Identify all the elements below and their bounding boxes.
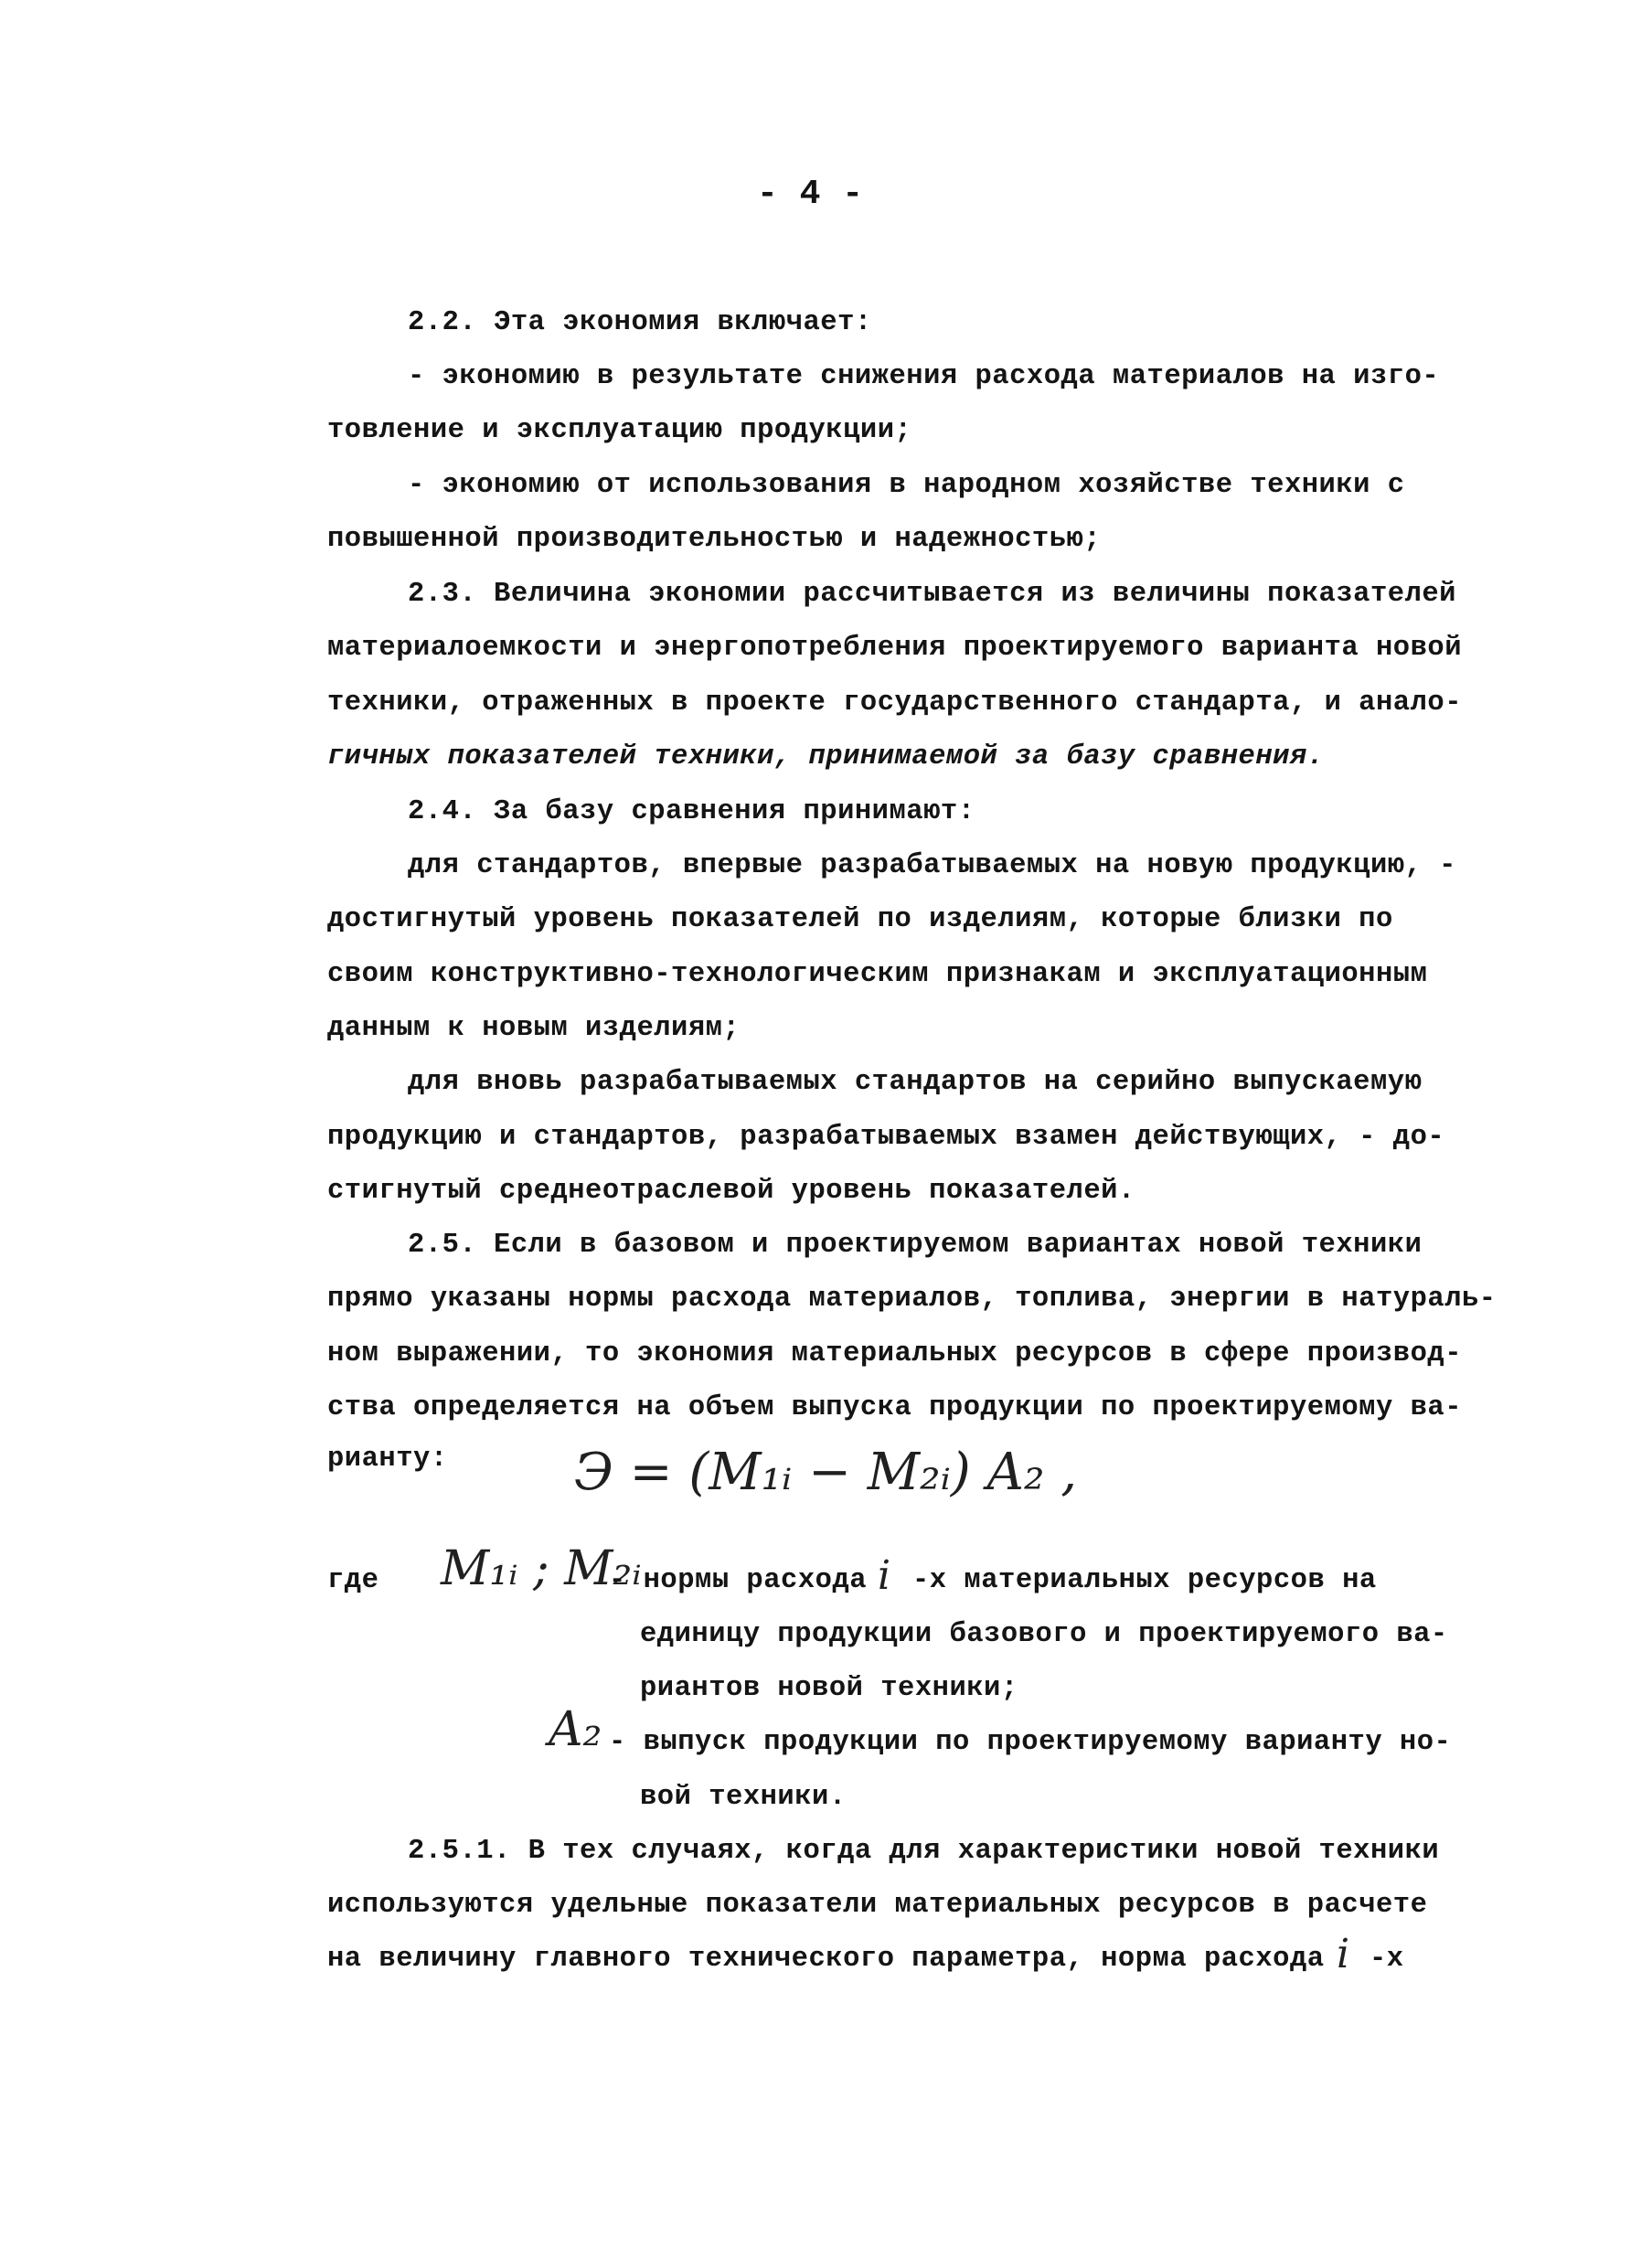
s24-p2-line3: стигнутый среднеотраслевой уровень показателей. (327, 1176, 1135, 1207)
where-label: где (327, 1565, 379, 1596)
s22-bullet2-line1: - экономию от использования в народном хозяйстве техники с (408, 470, 1405, 501)
s22-bullet2-line2: повышенной производительностью и надежностью; (327, 524, 1102, 555)
def1-line3: риантов новой техники; (640, 1673, 1018, 1704)
def1-part-a: - нормы расхода (609, 1565, 868, 1596)
handwritten-formula: Э = (M₁ᵢ − M₂ᵢ) A₂ , (574, 1443, 1077, 1502)
s23-line4: гичных показателей техники, принимаемой за базу сравнения. (327, 741, 1325, 773)
s22-bullet1-line2: товление и эксплуатацию продукции; (327, 415, 912, 446)
def1-part-b: -х материальных ресурсов на (912, 1565, 1377, 1596)
handwritten-index-i: i (878, 1552, 891, 1599)
def1-line2: единицу продукции базового и проектируемого ва- (640, 1619, 1448, 1650)
s24-p1-line4: данным к новым изделиям; (327, 1013, 741, 1044)
s24-p1-line2: достигнутый уровень показателей по изделиям, которые близки по (327, 904, 1393, 935)
s23-line2: материалоемкости и энергопотребления проектируемого варианта новой (327, 633, 1462, 664)
handwritten-symbol-m1i-m2i: M₁ᵢ ; M₂ᵢ (441, 1541, 642, 1596)
s25-line3: ном выражении, то экономия материальных ресурсов в сфере производ- (327, 1338, 1462, 1369)
s25-line4: ства определяется на объем выпуска продукции по проектируемому ва- (327, 1392, 1462, 1423)
page-number: - 4 - (757, 175, 864, 214)
def2-line1: - выпуск продукции по проектируемому варианту но- (609, 1727, 1452, 1758)
s22-bullet1-line1: - экономию в результате снижения расхода материалов на изго- (408, 361, 1440, 392)
s25-line1: 2.5. Если в базовом и проектируемом вариантах новой техники (408, 1230, 1423, 1261)
s251-line2: используются удельные показатели материальных ресурсов в расчете (327, 1890, 1428, 1921)
handwritten-index-i-2: i (1337, 1931, 1350, 1977)
s24-p2-line2: продукцию и стандартов, разрабатываемых взамен действующих, - до- (327, 1122, 1445, 1153)
section-2-4-heading: 2.4. За базу сравнения принимают: (408, 796, 975, 827)
s24-p2-line1: для вновь разрабатываемых стандартов на серийно выпускаемую (408, 1067, 1423, 1098)
s25-line2: прямо указаны нормы расхода материалов, топлива, энергии в натураль- (327, 1284, 1497, 1315)
def2-line2: вой техники. (640, 1782, 847, 1813)
s25-line5: рианту: (327, 1444, 448, 1475)
section-2-2-heading: 2.2. Эта экономия включает: (408, 307, 872, 338)
s251-line3-part-a: на величину главного технического параметра, норма расхода (327, 1944, 1325, 1975)
s23-line3: техники, отраженных в проекте государственного стандарта, и анало- (327, 687, 1462, 719)
s251-line3-part-b: -х (1370, 1944, 1404, 1975)
s24-p1-line1: для стандартов, впервые разрабатываемых на новую продукцию, - (408, 850, 1456, 881)
s23-line1: 2.3. Величина экономии рассчитывается из величины показателей (408, 579, 1456, 610)
s24-p1-line3: своим конструктивно-технологическим признакам и эксплуатационным (327, 959, 1428, 990)
s251-line1: 2.5.1. В тех случаях, когда для характеристики новой техники (408, 1836, 1440, 1867)
handwritten-symbol-a2: A₂ (549, 1702, 602, 1757)
